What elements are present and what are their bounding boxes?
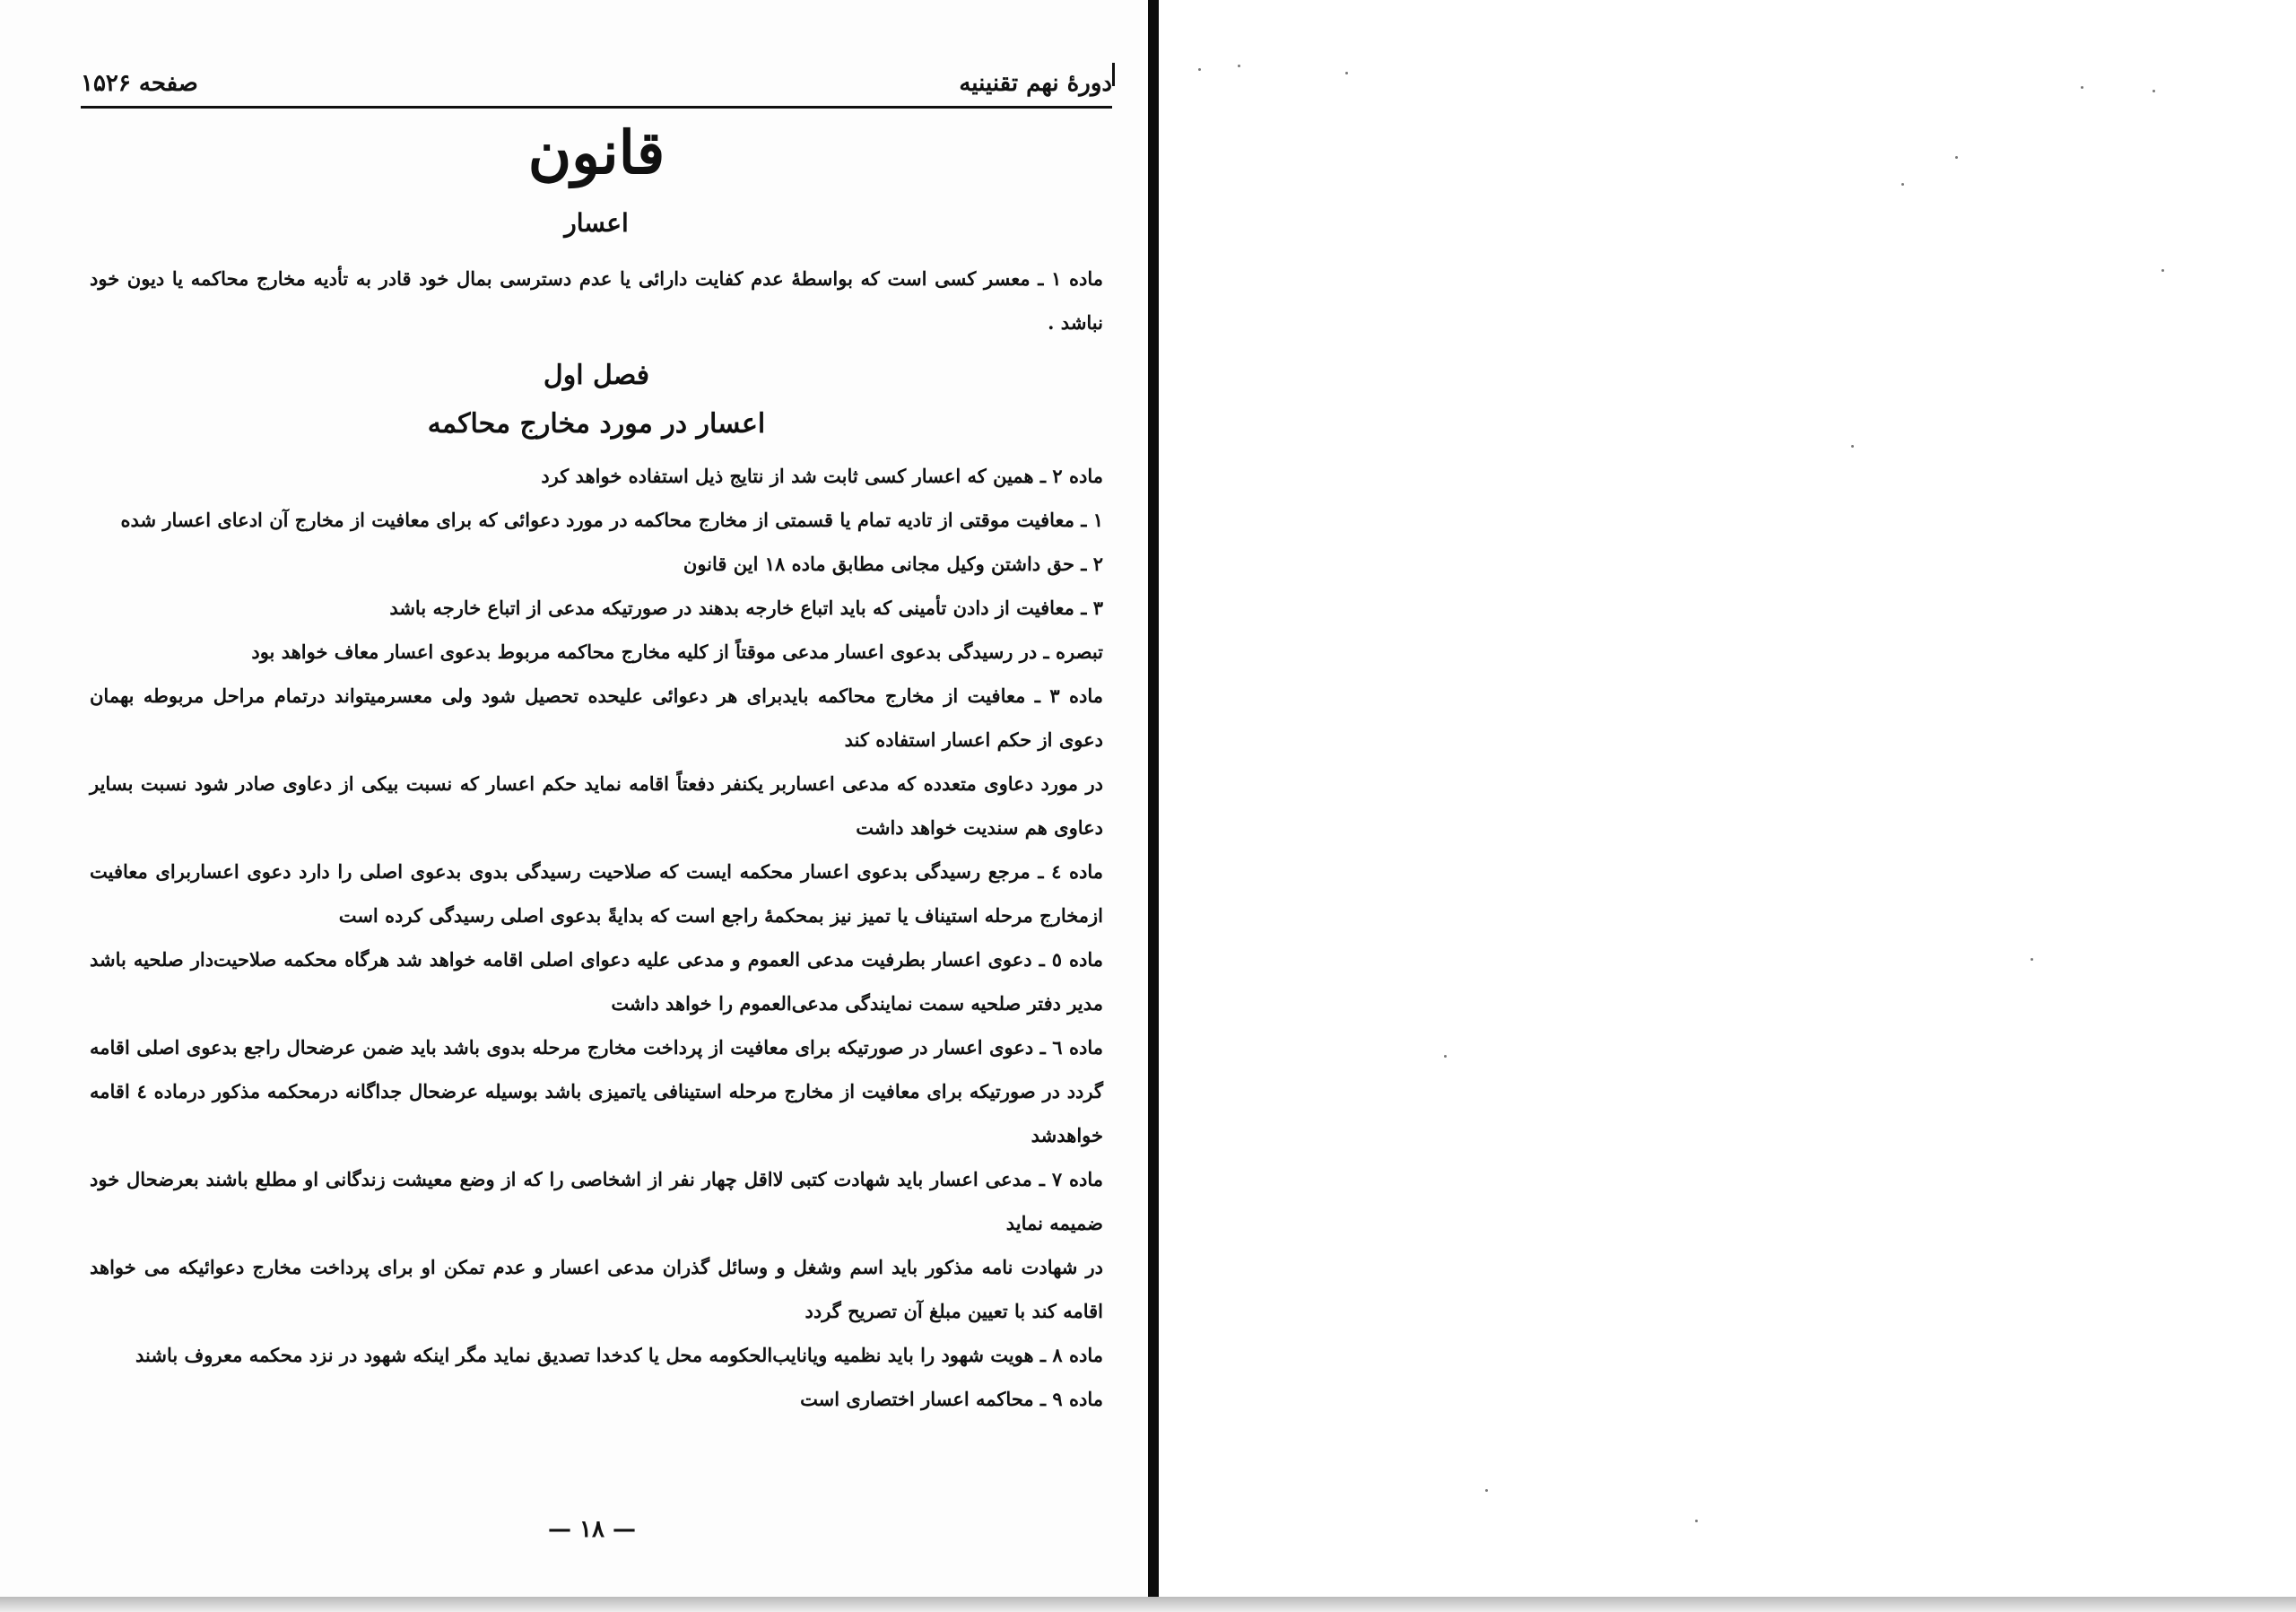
- page-number: صفحه ۱۵۲۶: [81, 70, 198, 97]
- running-title: دورهٔ نهم تقنینیه: [959, 70, 1112, 97]
- scan-speck: [1851, 445, 1854, 448]
- right-page-blank: [1159, 0, 2296, 1612]
- scan-speck: [2161, 269, 2164, 272]
- document-title: قانون: [527, 118, 665, 187]
- article-paragraph: ماده ۳ ـ معافیت از مخارج محاکمه بایدبرای هر دعوائی علیحده تحصیل شود ولی معسرمیتواند درتمام مراحل مربوطه بهمان دعوی از حکم اعسار استفاده کند: [90, 684, 1103, 751]
- scan-speck: [1198, 68, 1201, 71]
- scan-speck: [2081, 86, 2083, 89]
- book-gutter: [1148, 0, 1159, 1612]
- article-paragraph: ۳ ـ معافیت از دادن تأمینی که باید اتباع خارجه بدهند در صورتیکه مدعی از اتباع خارجه باشد: [389, 597, 1103, 619]
- article-paragraph: ۱ ـ معافیت موقتی از تادیه تمام یا قسمتی از مخارج محاکمه در مورد دعوائی که برای معافیت از مخارج آن ادعای اعسار شده: [120, 509, 1103, 531]
- article-paragraph: در مورد دعاوی متعدده که مدعی اعساربر یکنفر دفعتاً اقامه نماید حکم اعسار که نسبت بیکی از دعاوی صادر شود نسبت بسایر دعاوی هم سندیت خواهد داشت: [90, 772, 1103, 839]
- document-subtitle: اعسار: [564, 208, 629, 238]
- scan-speck: [2152, 90, 2155, 92]
- article-paragraph: ماده ۸ ـ هویت شهود را باید نظمیه ویانایب‌الحکومه محل یا کدخدا تصدیق نماید مگر اینکه شهود در نزد محکمه معروف باشند: [135, 1344, 1103, 1366]
- scan-bottom-edge: [0, 1597, 2296, 1612]
- article-paragraph: ماده ٦ ـ دعوی اعسار در صورتیکه برای معافیت از پرداخت مخارج مرحله بدوی باشد باید ضمن عرضحال راجع بدعوی اصلی اقامه گردد در صورتیکه برای معافیت از مخارج مرحله استینافی یاتمیزی باشد بوسیله عرضحال جداگانه درمحکمه مذکور درماده ٤ اقامه خواهدشد: [90, 1036, 1104, 1146]
- article-paragraph: ماده ٤ ـ مرجع رسیدگی بدعوی اعسار محکمه ایست که صلاحیت رسیدگی بدوی بدعوی اصلی را دارد دعوی اعساربرای معافیت ازمخارج مرحله استیناف یا تمیز نیز بمحکمهٔ راجع است که بدایةً بدعوی اصلی رسیدگی کرده است: [90, 860, 1104, 927]
- article-paragraph: ماده ۱ ـ معسر کسی است که بواسطهٔ عدم کفایت دارائی یا عدم دسترسی بمال خود قادر به تأدیه مخارج محاکمه یا دیون خود نباشد .: [90, 267, 1104, 334]
- page-footer-marker: — ۱۸ —: [547, 1516, 637, 1543]
- scan-speck: [1444, 1055, 1447, 1058]
- scan-speck: [1955, 156, 1958, 159]
- page-header: [81, 65, 1112, 109]
- article-paragraph: تبصره ـ در رسیدگی بدعوی اعسار مدعی موقتاً از کلیه مخارج محاکمه مربوط بدعوی اعسار معاف خواهد بود: [251, 640, 1103, 663]
- scan-speck: [1345, 72, 1348, 74]
- article-paragraph: ۲ ـ حق داشتن وکیل مجانی مطابق ماده ۱۸ این قانون: [683, 553, 1103, 575]
- scan-speck: [1901, 183, 1904, 186]
- article-paragraph: در شهادت نامه مذکور باید اسم وشغل و وسائل گذران مدعی اعسار و عدم تمکن او برای پرداخت مخارج دعوائیکه می خواهد اقامه کند با تعیین مبلغ آن تصریح گردد: [90, 1256, 1103, 1322]
- document-body: [90, 117, 1103, 1421]
- article-paragraph: ماده ۲ ـ همین که اعسار کسی ثابت شد از نتایج ذیل استفاده خواهد کرد: [541, 465, 1103, 487]
- scan-speck: [1695, 1520, 1698, 1522]
- scan-speck: [1485, 1489, 1488, 1492]
- article-paragraph: ماده ٥ ـ دعوی اعسار بطرفیت مدعی العموم و مدعی علیه دعوای اصلی اقامه خواهد شد هرگاه محکمه صلاحیت‌دار صلحیه باشد مدیر دفتر صلحیه سمت نمایندگی مدعی‌العموم را خواهد داشت: [90, 948, 1103, 1015]
- header-tick-mark: [1112, 63, 1115, 86]
- chapter-heading: اعسار در مورد مخارج محاکمه: [427, 408, 766, 440]
- article-paragraph: ماده ۹ ـ محاکمه اعسار اختصاری است: [800, 1388, 1103, 1410]
- scan-speck: [2031, 958, 2033, 961]
- article-paragraph: ماده ۷ ـ مدعی اعسار باید شهادت کتبی لااقل چهار نفر از اشخاصی را که از وضع معیشت زندگانی او مطلع باشند بعرضحال خود ضمیمه نماید: [90, 1168, 1103, 1234]
- chapter-title: فصل اول: [543, 360, 650, 391]
- scan-speck: [1238, 65, 1240, 67]
